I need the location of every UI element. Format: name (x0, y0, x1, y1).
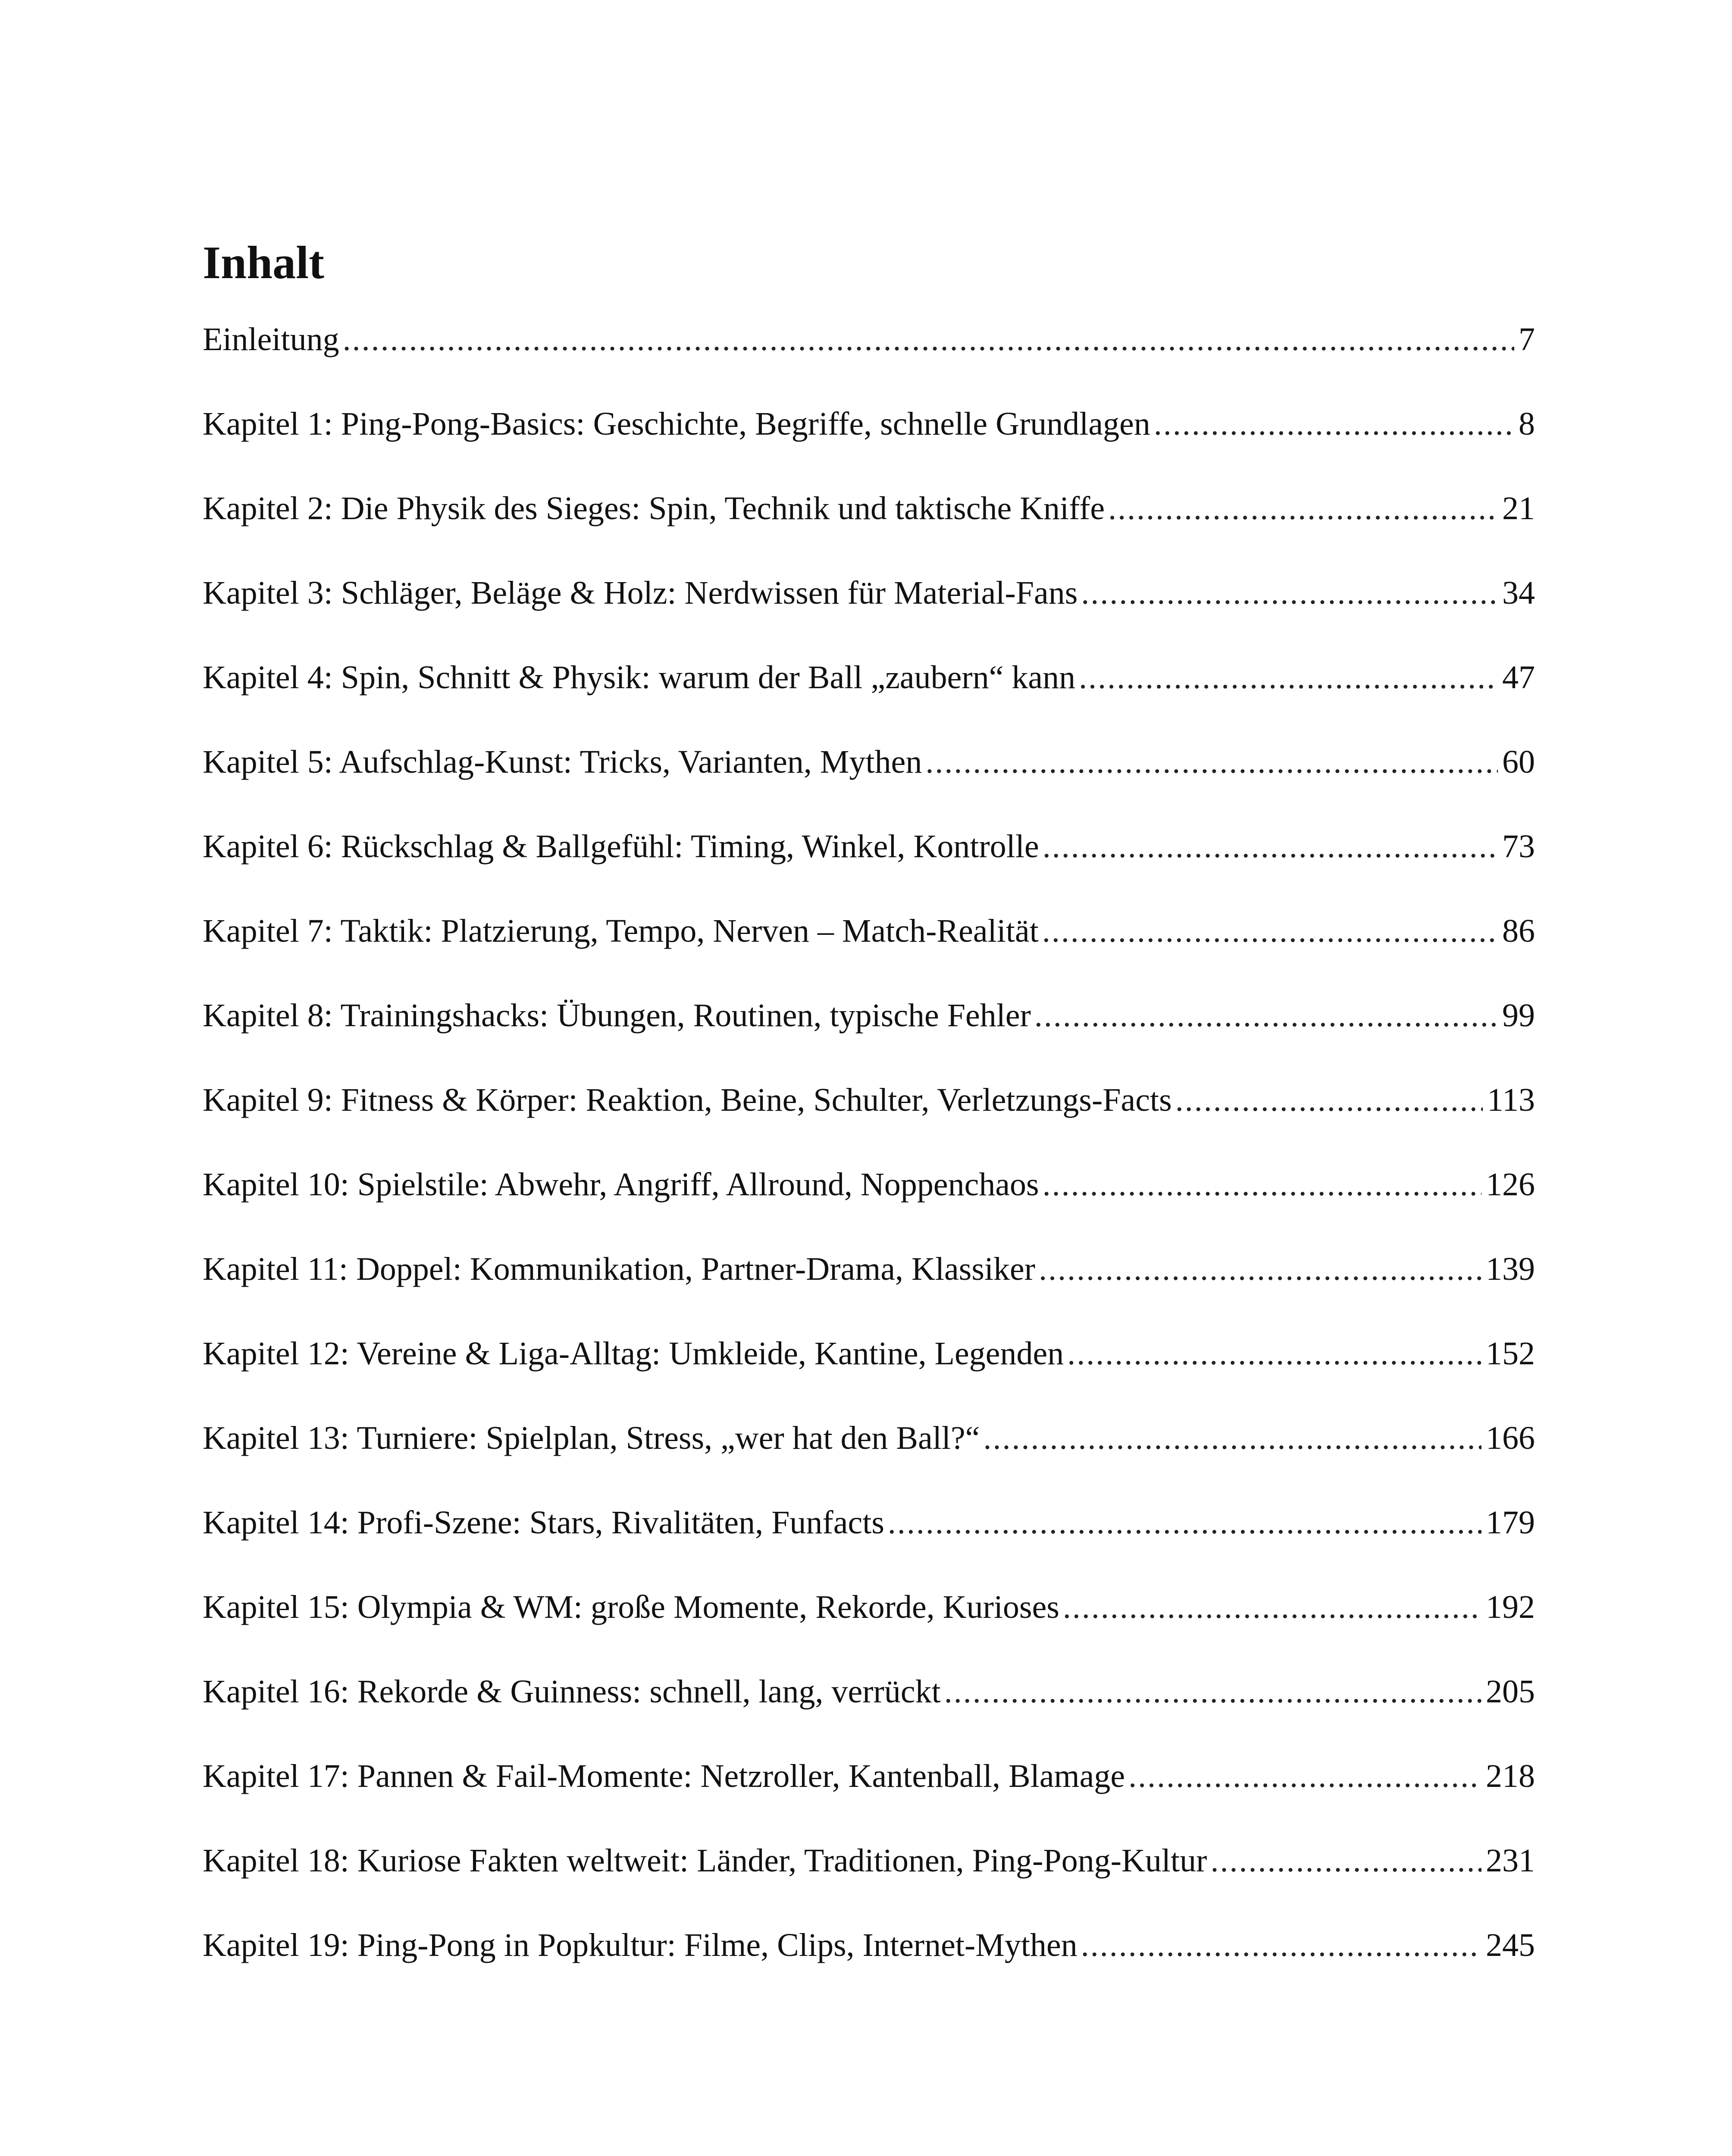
toc-entry-page-number: 205 (1486, 1673, 1535, 1710)
toc-entry-chapter-11[interactable] (203, 1250, 1535, 1334)
dot-leader (1067, 1334, 1481, 1373)
toc-entry-label: Kapitel 8: Trainingshacks: Übungen, Routinen, typische Fehler (203, 997, 1031, 1034)
toc-entry-label: Kapitel 10: Spielstile: Abwehr, Angriff, Allround, Noppenchaos (203, 1166, 1039, 1203)
toc-entry-label: Kapitel 2: Die Physik des Sieges: Spin, Technik und taktische Kniffe (203, 490, 1105, 526)
dot-leader (1081, 1926, 1481, 1965)
toc-entry-page-number: 60 (1502, 744, 1535, 780)
dot-leader (1043, 1165, 1481, 1204)
toc-entry-label: Kapitel 3: Schläger, Beläge & Holz: Nerdwissen für Material-Fans (203, 575, 1078, 611)
toc-entry-chapter-3[interactable] (203, 573, 1535, 658)
dot-leader (1043, 827, 1498, 866)
dot-leader (1154, 404, 1514, 444)
dot-leader (1063, 1588, 1481, 1627)
toc-entry-label: Kapitel 5: Aufschlag-Kunst: Tricks, Varianten, Mythen (203, 744, 922, 780)
toc-entry-page-number: 47 (1502, 659, 1535, 696)
toc-entry-label: Kapitel 6: Rückschlag & Ballgefühl: Timing, Winkel, Kontrolle (203, 828, 1039, 865)
toc-entry-chapter-10[interactable] (203, 1165, 1535, 1250)
toc-entry-page-number: 99 (1502, 997, 1535, 1034)
toc-entry-label: Kapitel 9: Fitness & Körper: Reaktion, Beine, Schulter, Verletzungs-Facts (203, 1082, 1172, 1118)
toc-entry-page-number: 34 (1502, 575, 1535, 611)
dot-leader (983, 1419, 1481, 1458)
toc-entry-label: Kapitel 4: Spin, Schnitt & Physik: warum der Ball „zaubern“ kann (203, 659, 1076, 696)
toc-entry-label: Kapitel 16: Rekorde & Guinness: schnell, lang, verrückt (203, 1673, 941, 1710)
toc-entry-page-number: 166 (1486, 1420, 1535, 1456)
toc-entry-chapter-5[interactable] (203, 743, 1535, 827)
dot-leader (1081, 573, 1498, 613)
toc-entry-label: Kapitel 1: Ping-Pong-Basics: Geschichte, Begriffe, schnelle Grundlagen (203, 406, 1150, 442)
toc-entry-chapter-2[interactable] (203, 489, 1535, 573)
toc-entry-chapter-16[interactable] (203, 1672, 1535, 1757)
toc-entry-page-number: 86 (1502, 913, 1535, 949)
toc-entry-page-number: 73 (1502, 828, 1535, 865)
dot-leader (1039, 1250, 1481, 1289)
toc-entry-page-number: 192 (1486, 1589, 1535, 1625)
toc-entry-page-number: 179 (1486, 1504, 1535, 1541)
dot-leader (1034, 996, 1498, 1035)
toc-entry-page-number: 21 (1502, 490, 1535, 526)
dot-leader (888, 1503, 1481, 1542)
toc-entry-page-number: 218 (1486, 1758, 1535, 1794)
toc-entry-label: Kapitel 15: Olympia & WM: große Momente, Rekorde, Kurioses (203, 1589, 1059, 1625)
toc-entry-label: Kapitel 18: Kuriose Fakten weltweit: Länder, Traditionen, Ping-Pong-Kultur (203, 1843, 1207, 1879)
toc-entry-chapter-8[interactable] (203, 996, 1535, 1081)
toc-entry-page-number: 245 (1486, 1927, 1535, 1963)
toc-title: Inhalt (203, 237, 325, 288)
toc-entry-chapter-13[interactable] (203, 1419, 1535, 1503)
toc-entry-page-number: 8 (1519, 406, 1535, 442)
toc-entry-chapter-12[interactable] (203, 1334, 1535, 1419)
toc-entry-label: Kapitel 13: Turniere: Spielplan, Stress, „wer hat den Ball?“ (203, 1420, 980, 1456)
toc-entry-chapter-1[interactable] (203, 404, 1535, 489)
toc-entry-label: Kapitel 11: Doppel: Kommunikation, Partner-Drama, Klassiker (203, 1251, 1036, 1287)
dot-leader (1128, 1757, 1481, 1796)
toc-entry-chapter-6[interactable] (203, 827, 1535, 912)
toc-entry-label: Kapitel 19: Ping-Pong in Popkultur: Filme, Clips, Internet-Mythen (203, 1927, 1077, 1963)
dot-leader (1175, 1081, 1483, 1120)
toc-entry-label: Kapitel 7: Taktik: Platzierung, Tempo, Nerven – Match-Realität (203, 913, 1039, 949)
toc-entry-page-number: 231 (1486, 1843, 1535, 1879)
toc-entry-page-number: 152 (1486, 1335, 1535, 1372)
toc-entry-label: Kapitel 14: Profi-Szene: Stars, Rivalitäten, Funfacts (203, 1504, 884, 1541)
toc-entry-page-number: 113 (1487, 1082, 1535, 1118)
toc-entry-chapter-18[interactable] (203, 1841, 1535, 1926)
toc-entry-chapter-9[interactable] (203, 1081, 1535, 1165)
toc-entry-page-number: 7 (1519, 321, 1535, 357)
toc-entry-label: Kapitel 12: Vereine & Liga-Alltag: Umkleide, Kantine, Legenden (203, 1335, 1064, 1372)
toc-entry-chapter-7[interactable] (203, 912, 1535, 996)
toc-entry-chapter-19[interactable] (203, 1926, 1535, 2010)
toc-entry-label: Einleitung (203, 321, 339, 357)
toc-list (203, 320, 1535, 2010)
dot-leader (1042, 912, 1498, 951)
toc-entry-page-number: 126 (1486, 1166, 1535, 1203)
dot-leader (944, 1672, 1481, 1711)
dot-leader (925, 743, 1498, 782)
toc-entry-introduction[interactable] (203, 320, 1535, 404)
dot-leader (1210, 1841, 1481, 1880)
toc-entry-page-number: 139 (1486, 1251, 1535, 1287)
dot-leader (1108, 489, 1498, 528)
toc-entry-label: Kapitel 17: Pannen & Fail-Momente: Netzroller, Kantenball, Blamage (203, 1758, 1125, 1794)
dot-leader (1079, 658, 1498, 697)
toc-entry-chapter-14[interactable] (203, 1503, 1535, 1588)
toc-entry-chapter-17[interactable] (203, 1757, 1535, 1841)
toc-entry-chapter-15[interactable] (203, 1588, 1535, 1672)
toc-entry-chapter-4[interactable] (203, 658, 1535, 743)
dot-leader (343, 320, 1514, 359)
